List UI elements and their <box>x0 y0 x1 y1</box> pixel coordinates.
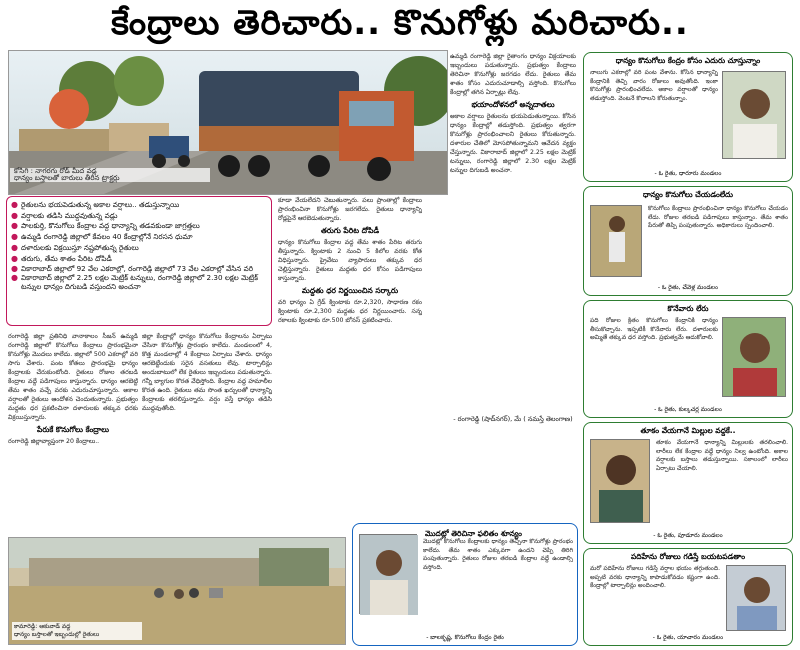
sidebar-1-byline: - ఓ రైతు, ధారూరు మండలం <box>654 170 722 177</box>
column-3-body-2: వరి ధాన్యం ఏ గ్రేడ్ క్వింటాకు రూ.2,320, సాధారణ రకం క్వింటాకు రూ.2,300 మద్దతు ధర నిర్ణయించారు. సన్న రకాలకు క్వింటాకు రూ.500 బోనస్ ప్రకటించారు. <box>278 299 422 324</box>
main-photo-caption <box>10 168 210 182</box>
sidebar-2-body: కొనుగోలు కేంద్రాలు ప్రారంభించినా ధాన్యం కొనుగోలు చేయడం లేదు. రోజుల తరబడి పడిగాపులు కాస్తున్నాం. తేమ శాతం పేరుతో తిప్పి పంపుతున్నారు. అధికారులు స్పందించాలి. <box>648 205 788 230</box>
column-4-text: ఉమ్మడి రంగారెడ్డి జిల్లా రైతాంగం ధాన్యం విక్రయాలకు ఇబ్బందులు పడుతున్నారు. ప్రభుత్వం కేంద్రాలు తెరిచినా కొనుగోళ్లు జరగడం లేదు. రైతులు తేమ శాతం కోసం ఎదురుచూడాల్సి వస్తోంది. కొనుగోలు కేంద్రాల్లో తగిన ఏర్పాట్లు లేవు. <box>450 53 576 96</box>
main-caption-line1: కోసిగి : నాగరగు రోడ్ మీద వడ్ల <box>14 167 97 175</box>
center-farmer-photo <box>359 534 417 614</box>
sidebar-1-photo <box>722 71 786 159</box>
farmer-quote-box-3 <box>583 300 793 418</box>
bullet-icon: ● <box>11 273 18 283</box>
key-point: ● రైతులను భయపెడుతున్న అకాల వర్షాలు.. తడుస్తున్నాయి <box>11 200 180 209</box>
bullet-icon: ● <box>11 242 18 252</box>
column-2-text: జిల్లా కేంద్రాల్లో ధాన్యం కొనుగోలు కేంద్రాలను ఏర్పాటు చేసినా కొనుగోళ్లు ప్రారంభం కాలేదు. మండలంలో 4, కొత్త మండలాల్లో 4 కేంద్రాలు ఏర్పాటు చేశారు. ధాన్యం ఆరబెట్టేందుకు సరైన వసతులు లేవు. టార్పాలిన్లు అందుబాటులో లేక రైతులు ఇబ్బందులు పడుతున్నారు. గన్నీ బ్యాగుల కొరత వేధిస్తోంది. కేంద్రాల వద్ద హమాలీల కొరత ఉంది. రైతులు తమ సొంత ఖర్చులతో ధాన్యాన్ని కేంద్రాలకు తరలిస్తున్నారు. వర్షం వస్తే ధాన్యం తడిసి ముద్దవుతోంది. <box>142 333 272 412</box>
column-4-body: అకాల వర్షాలు రైతులను భయపెడుతున్నాయి. కోసిన ధాన్యం కేంద్రాల్లో తడుస్తోంది. ప్రభుత్వం త్వరగా కొనుగోళ్లు ప్రారంభించాలని రైతులు కోరుతున్నారు. దళారుల చేతిలో మోసపోతున్నామని ఆవేదన వ్యక్తం చేస్తున్నారు. వికారాబాద్ జిల్లాలో 2.25 లక్షల మెట్రిక్ టన్నులు, రంగారెడ్డి జిల్లాలో 2.30 లక్షల మెట్రిక్ టన్నుల దిగుబడి అంచనా. <box>450 113 576 174</box>
sidebar-5-body: మరో పదిహేను రోజులు గడిస్తే వర్షాల భయం తగ్గుతుంది. అప్పటి వరకు ధాన్యాన్ని కాపాడుకోవడం కష్టంగా ఉంది. కేంద్రాల్లో టార్పాలిన్లు అందించాలి. <box>590 565 720 590</box>
sidebar-4-photo <box>590 439 650 523</box>
key-point: ● ఉమ్మడి రంగారెడ్డి జిల్లాలో కేవలం 40 కేంద్రాల్లోనే నిరసన ధుమా <box>11 232 193 242</box>
farmer-quote-box-1 <box>583 52 793 182</box>
sidebar-4-byline: - ఓ రైతు, పూడూరు మండలం <box>653 532 723 539</box>
key-point: ● తరుగు, తేమ శాతం పేరిట దోపిడీ <box>11 253 112 263</box>
article-column-3 <box>278 196 422 534</box>
column-3-subhead-2: మద్దతు ధర నిర్ణయించిన సర్కారు <box>301 286 399 295</box>
center-box-title: మొదట్లో తెరిచినా ఫలితం శూన్యం <box>425 529 522 538</box>
bullet-icon: ● <box>11 221 18 231</box>
main-caption-line2: ధాన్యం బస్తాలతో బారులు తీరిన ట్రాక్టర్లు <box>14 174 120 182</box>
key-point: ● వికారాబాద్ జిల్లాలో 92 వేల ఎకరాల్లో, రంగారెడ్డి జిల్లాలో 73 వేల ఎకరాల్లో వేసిన వరి <box>11 264 253 274</box>
bullet-icon: ● <box>11 232 18 242</box>
sidebar-4-title: తూకం వేయగానే మిల్లుల వద్దకే.. <box>640 426 736 435</box>
bottom-caption-line1: కామారెడ్డి: ఆకువాడ్ వద్ద <box>14 623 71 630</box>
article-column-1 <box>8 332 138 532</box>
sidebar-1-title: ధాన్యం కొనుగోలు కేంద్రం కోసం ఎదురు చూస్తున్నాం <box>615 56 761 65</box>
column-4-byline: - రంగారెడ్డి (షాద్‌నగర్), మే ( నమస్తే తెలంగాణ) <box>453 415 573 423</box>
article-column-4 <box>450 52 576 462</box>
farmer-quote-box-4 <box>583 422 793 544</box>
farmer-quote-box-2 <box>583 186 793 296</box>
sidebar-2-title: ధాన్యం కొనుగోలు చేయడంలేదు <box>643 190 733 199</box>
column-3-body-1: ధాన్యం కొనుగోలు కేంద్రాల వద్ద తేమ శాతం పేరిట తరుగు తీస్తున్నారు. క్వింటాకు 2 నుంచి 5 కిలోల వరకు కోత విధిస్తున్నారు. ప్రైవేటు వ్యాపారులు తక్కువ ధర చెల్లిస్తున్నారు. రైతులు మద్దతు ధర కోసం పడిగాపులు కాస్తున్నారు. <box>278 239 422 282</box>
key-point: ● దళారులకు విక్రయిస్తూ నష్టపోతున్న రైతులు <box>11 242 139 252</box>
bottom-caption-line2: ధాన్యం బస్తాలతో ఇబ్బందుల్లో రైతులు <box>14 631 100 638</box>
sidebar-5-title: పదిహేను రోజులు గడిస్తే బయటపడతాం <box>630 552 746 561</box>
column-3-subhead-1: తరుగు పేరిట దోపిడీ <box>320 226 380 235</box>
sidebar-3-body: పది రోజుల క్రితం కొనుగోలు కేంద్రానికి ధాన్యం తీసుకొచ్చాను. ఇప్పటికీ కొనేవారు లేరు. దళారులకు అమ్మితే తక్కువ ధర వస్తోంది. ప్రభుత్వమే ఆదుకోవాలి. <box>590 317 718 342</box>
bullet-icon: ● <box>11 264 18 274</box>
sidebar-2-photo <box>590 205 642 277</box>
bottom-photo-caption <box>12 622 142 640</box>
column-1-tail: రంగారెడ్డి జిల్లావ్యాప్తంగా 20 కేంద్రాలు.. <box>8 438 100 445</box>
farmer-quote-box-center <box>352 523 578 646</box>
key-point: ● పాలకుర్తి, కొనుగోలు కేంద్రాల వద్ద ధాన్యాన్ని తడవకుండా జాగ్రత్తలు <box>11 221 200 231</box>
key-point: ● వికారాబాద్ జిల్లాలో 2.25 లక్షల మెట్రిక్ టన్నులు, రంగారెడ్డి జిల్లాలో 2.30 లక్షల మెట్రిక్ టన్నుల ధాన్యం దిగుబడి వస్తుందని అంచనా <box>11 273 258 292</box>
sidebar-3-photo <box>722 317 786 397</box>
sidebar-5-photo <box>726 565 786 631</box>
sidebar-3-byline: - ఓ రైతు, కుల్కచర్ల మండలం <box>654 406 722 413</box>
sidebar-5-byline: - ఓ రైతు, యాచారం మండలం <box>652 634 724 641</box>
page-headline: కేంద్రాలు తెరిచారు.. కొనుగోళ్లు మరిచారు.. <box>111 3 689 43</box>
article-column-2 <box>142 332 272 532</box>
center-box-byline: - బాలకృష్ణ, కొనుగోలు కేంద్రం రైతు <box>426 634 504 641</box>
key-point: ● వర్షాలకు తడిసి ముద్దవుతున్న వడ్లు <box>11 210 118 220</box>
bullet-icon: ● <box>11 210 18 220</box>
sidebar-1-body: నాలుగు ఎకరాల్లో వరి పంట వేశాను. కోసిన ధాన్యాన్ని కేంద్రానికి తెచ్చి వారం రోజులు అవుతోంది. ఇంకా కొనుగోళ్లు ప్రారంభించలేదు. అకాల వర్షాలతో ధాన్యం తడుస్తోంది. వెంటనే కొనాలని కోరుతున్నాం. <box>590 69 718 102</box>
center-box-body: మొదట్లో కొనుగోలు కేంద్రాలకు ధాన్యం తెచ్చినా కొనుగోళ్లు ప్రారంభం కాలేదు. తేమ శాతం ఎక్కువగా ఉందని చెప్పి తిరిగి పంపుతున్నారు. రైతులు రోజుల తరబడి కేంద్రాల వద్దే ఉండాల్సి వస్తోంది. <box>423 538 573 571</box>
column-1-subhead: పేరుకే కొనుగోలు కేంద్రాలు <box>36 425 110 434</box>
column-3-text: కూడా వేయలేదని చెబుతున్నారు. పలు ప్రాంతాల్లో కేంద్రాలు ప్రారంభించినా కొనుగోళ్లు జరగలేదు. రైతులు ధాన్యాన్ని రోడ్లపైనే ఆరబెడుతున్నారు. <box>278 197 422 222</box>
sidebar-2-byline: - ఓ రైతు, చేవెళ్ల మండలం <box>657 284 719 291</box>
column-4-subhead: భయాందోళనలో అన్నదాతలు <box>471 100 555 109</box>
bullet-icon: ● <box>11 200 18 209</box>
sidebar-3-title: కొనేవారు లేరు <box>667 304 709 313</box>
farmer-quote-box-5 <box>583 548 793 646</box>
sidebar-4-body: తూకం వేయగానే ధాన్యాన్ని మిల్లులకు తరలించాలి. లారీలు లేక కేంద్రాల వద్దే ధాన్యం నిల్వ ఉంటోంది. అకాల వర్షాలకు బస్తాలు తడుస్తున్నాయి. సకాలంలో లారీలు ఏర్పాటు చేయాలి. <box>656 439 788 472</box>
column-1-text: రంగారెడ్డి జిల్లా ప్రతినిధి వానాకాలం సీజన్ ఉమ్మడి రంగారెడ్డి జిల్లాలో కొనుగోలు కేంద్రాలు ప్రారంభమైనా కొనుగోళ్లు మొదలు కాలేదు. జిల్లాలో 500 ఎకరాల్లో వరి సాగు చేశారు. పంట కోతలు ప్రారంభమై ధాన్యం కేంద్రాలకు చేరుకుంటోంది. రైతులు రోజుల తరబడి కేంద్రాల వద్దే పడిగాపులు కాస్తున్నారు. ధాన్యం ఆరబెట్టి తేమ శాతం వచ్చే వరకు ఎదురుచూస్తున్నారు. అకాల వర్షాలతో రైతులు ఆందోళన చెందుతున్నారు. ప్రభుత్వం మద్దతు ధర ప్రకటించినా దళారులకు తక్కువ ధరకు విక్రయిస్తున్నారు. <box>8 333 138 421</box>
bullet-icon: ● <box>11 253 18 263</box>
key-points-box <box>6 196 272 326</box>
